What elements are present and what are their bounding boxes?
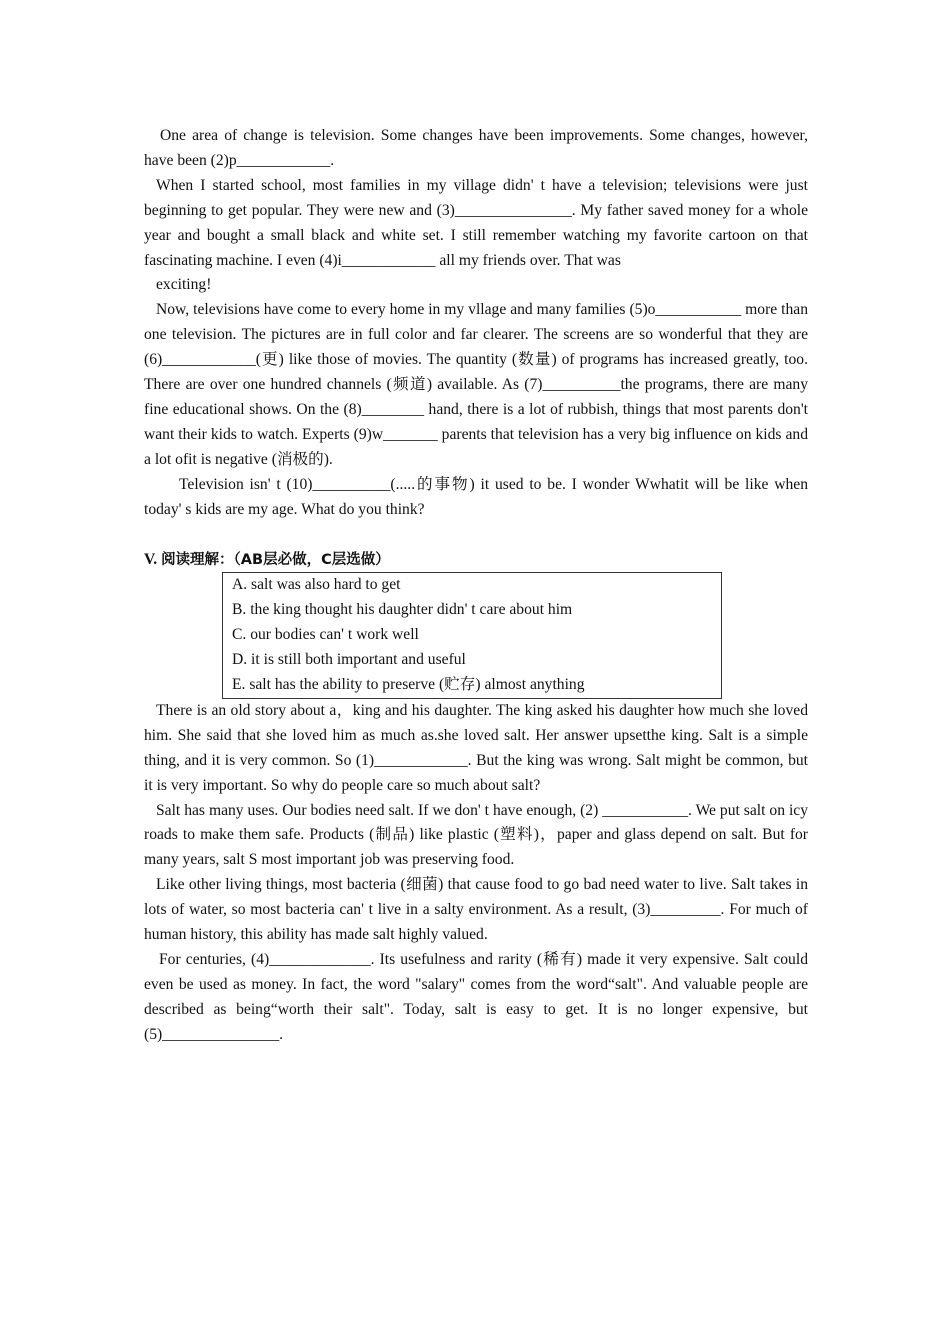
- salt-paragraph-4: For centuries, (4)_____________. Its usefulness and rarity (稀有) made it very expensive. Salt could even be used as money. In fact, the word "salary" comes from the word“salt". And valuable people are described as being“worth their salt". Today, salt is easy to get. It is no longer expensive, but (5)_______________.: [144, 951, 808, 1043]
- option-e: E. salt has the ability to preserve (贮存) almost anything: [232, 676, 585, 694]
- document-page: [144, 124, 808, 1048]
- section-gap: [144, 523, 808, 548]
- tv-paragraph-4: Television isn' t (10)__________(.....的事物) it used to be. I wonder Wwhatit will be like when today' s kids are my age. What do you think?: [144, 475, 808, 518]
- salt-paragraph-1: There is an old story about a，king and his daughter. The king asked his daughter how much she loved him. She said that she loved him as much as.she loved salt. Her answer upsetthe king. Salt is a simple thing, and it is very common. So (1)____________. But the king was wrong. Salt might be common, but it is very important. So why do people care so much about salt?: [144, 701, 808, 794]
- salt-paragraph-2: Salt has many uses. Our bodies need salt. If we don' t have enough, (2) ___________. We put salt on icy roads to make them safe. Products (制品) like plastic (塑料)，paper and glass depend on salt. But for many years, salt S most important job was preserving food.: [144, 801, 808, 869]
- option-b: B. the king thought his daughter didn' t care about him: [232, 601, 573, 619]
- answer-options-box: [222, 572, 722, 699]
- tv-paragraph-2-end: exciting!: [156, 276, 212, 294]
- tv-paragraph-1: One area of change is television. Some changes have been improvements. Some changes, however, have been (2)p____________.: [144, 127, 808, 169]
- tv-paragraph-2-main: When I started school, most families in my village didn' t have a television; televisions were just beginning to get popular. They were new and (3)_______________. My father saved money for a whole year and bought a small black and white set. I still remember watching my favorite cartoon on that fascinating machine. I even (4)i____________ all my friends over. That was: [144, 176, 808, 269]
- tv-paragraph-3: Now, televisions have come to every home in my vllage and many families (5)o___________ more than one television. The pictures are in full color and far clearer. The screens are so wonderful that they are (6)____________(更) like those of movies. The quantity (数量) of programs has increased greatly, too. There are over one hundred channels (频道) available. As (7)__________the programs, there are many fine educational shows. On the (8)________ hand, there is a lot of rubbish, things that most parents don't want their kids to watch. Experts (9)w_______ parents that television has a very big influence on kids and a lot ofit is negative (消极的).: [144, 301, 808, 468]
- salt-paragraph-3: Like other living things, most bacteria (细菌) that cause food to go bad need water to live. Salt takes in lots of water, so most bacteria can' t live in a salty environment. As a result, (3)_________. For much of human history, this ability has made salt highly valued.: [144, 876, 808, 944]
- option-c: C. our bodies can' t work well: [232, 626, 419, 644]
- section-v-number: V.: [144, 550, 158, 568]
- section-v-heading: [144, 548, 808, 573]
- option-a: A. salt was also hard to get: [232, 576, 401, 594]
- section-v-title: 阅读理解：（AB层必做，C层选做）: [161, 551, 390, 568]
- tv-paragraph-2: [144, 174, 808, 299]
- option-d: D. it is still both important and useful: [232, 651, 466, 669]
